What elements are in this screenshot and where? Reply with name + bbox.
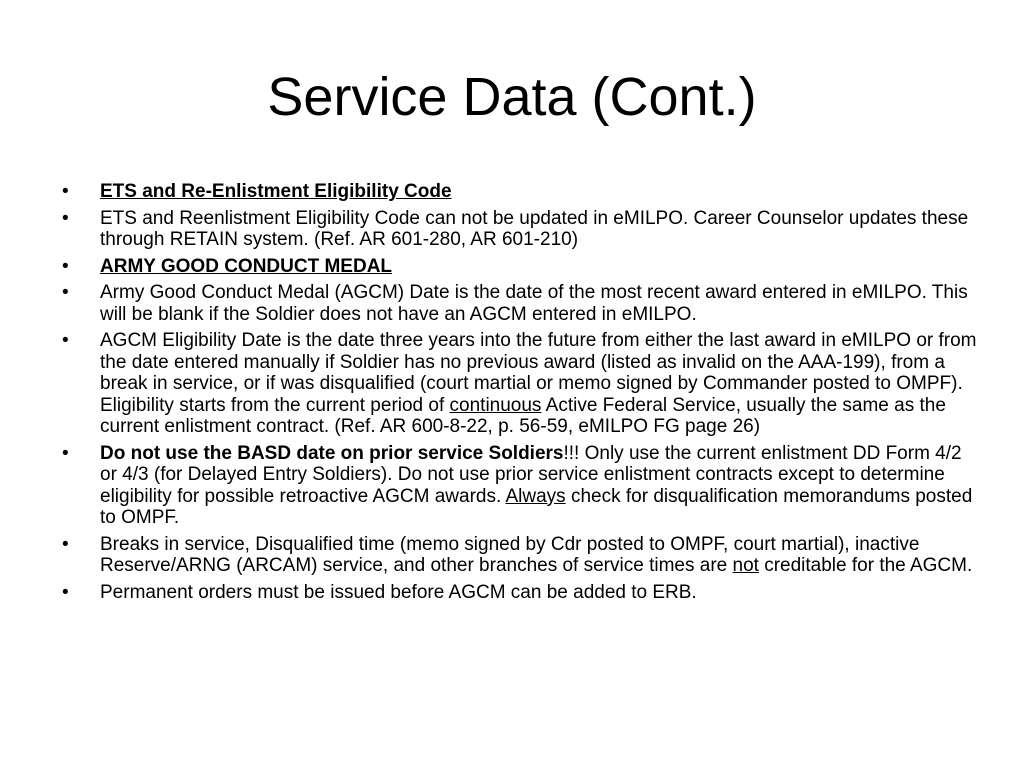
text-segment: !!! Only use the current enlistment DD Form 4/2 or 4/3 (for Delayed Entry Soldiers). Do not use prior service enlistment contracts except to determine eligibility for possible retroactive AGCM awards.: [100, 442, 962, 507]
list-item: [62, 181, 982, 203]
underlined-text: Always: [505, 485, 566, 507]
bold-text: Do not use the BASD date on prior service Soldiers: [100, 442, 564, 464]
text-segment: Breaks in service, Disqualified time (memo signed by Cdr posted to OMPF, court martial), inactive Reserve/ARNG (ARCAM) service, and other branches of service times are: [100, 533, 920, 576]
bullet-text: ETS and Reenlistment Eligibility Code can not be updated in eMILPO. Career Counselor updates these through RETAIN system. (Ref. AR 601-280, AR 601-210): [100, 207, 969, 250]
bullet-text: [100, 534, 982, 577]
list-item: [62, 534, 982, 577]
bullet-list: [62, 181, 982, 608]
text-segment: check for disqualification memorandums posted to OMPF.: [100, 485, 973, 528]
underlined-text: not: [732, 555, 759, 576]
section-heading-ets: ETS and Re-Enlistment Eligibility Code: [100, 181, 452, 202]
bullet-icon: •: [62, 181, 69, 202]
list-item: [62, 208, 982, 251]
text-segment: creditable for the AGCM.: [758, 555, 973, 576]
bullet-icon: •: [62, 330, 69, 351]
list-item: [62, 282, 982, 325]
bullet-text: [100, 330, 982, 438]
text-segment: Active Federal Service, usually the same as the current enlistment contract. (Ref. AR 600-8-22, p. 56-59, eMILPO FG page 26): [100, 394, 946, 437]
list-item: [62, 443, 982, 529]
bullet-icon: •: [62, 442, 69, 464]
list-item: [62, 256, 982, 278]
slide-title: Service Data (Cont.): [267, 67, 757, 127]
bullet-icon: •: [62, 581, 69, 603]
bullet-icon: •: [62, 282, 69, 303]
bullet-text: Permanent orders must be issued before AGCM can be added to ERB.: [100, 581, 697, 603]
bullet-icon: •: [62, 207, 69, 229]
bullet-icon: •: [62, 533, 69, 555]
underlined-text: continuous: [449, 394, 542, 416]
list-item: [62, 582, 982, 604]
text-segment: AGCM Eligibility Date is the date three years into the future from either the last award in eMILPO or from the date entered manually if Soldier has no previous award (listed as invalid on the AAA-199), from a break in service, or if was disqualified (court martial or memo signed by Commander posted to OMPF). Eligibility starts from the current period of: [100, 330, 977, 416]
section-heading-agcm: ARMY GOOD CONDUCT MEDAL: [100, 255, 393, 277]
bullet-icon: •: [62, 255, 69, 277]
bullet-text: Army Good Conduct Medal (AGCM) Date is the date of the most recent award entered in eMILPO. This will be blank if the Soldier does not have an AGCM entered in eMILPO.: [100, 282, 968, 325]
bullet-text: [100, 443, 982, 529]
list-item: [62, 330, 982, 438]
